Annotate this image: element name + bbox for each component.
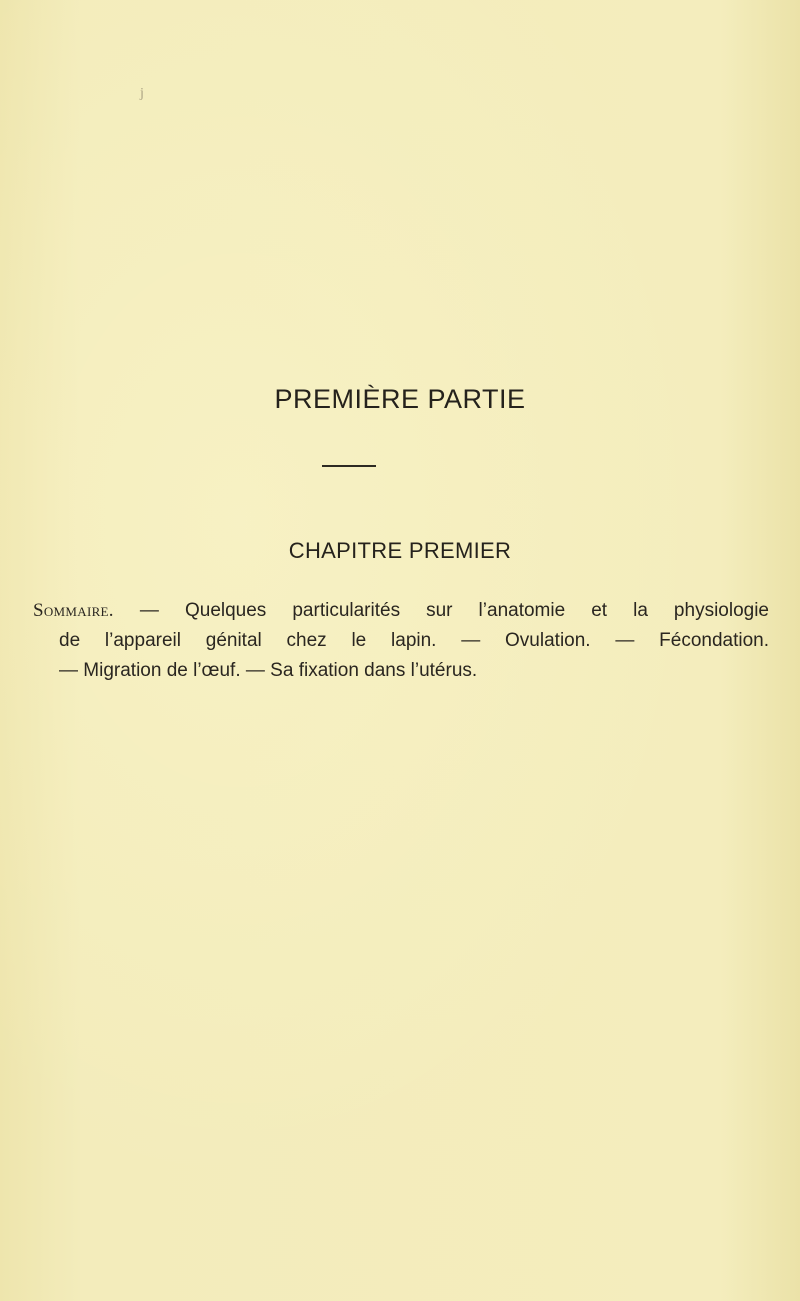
summary-text: — Quelques particularités sur l’anatomie et la physiologie [139,600,770,621]
summary-line-1 [33,596,769,626]
summary-line-2: de l’appareil génital chez le lapin. — Ovulation. — Fécondation. [59,630,769,651]
page-mark: j [140,86,144,101]
chapter-title: CHAPITRE PREMIER [288,538,512,563]
title-divider [322,465,376,467]
summary-line-3: — Migration de l’œuf. — Sa fixation dans l’utérus. [59,660,478,681]
part-title: PREMIÈRE PARTIE [274,384,526,414]
chapter-summary [33,596,769,686]
summary-label: Sommaire. [33,600,114,621]
